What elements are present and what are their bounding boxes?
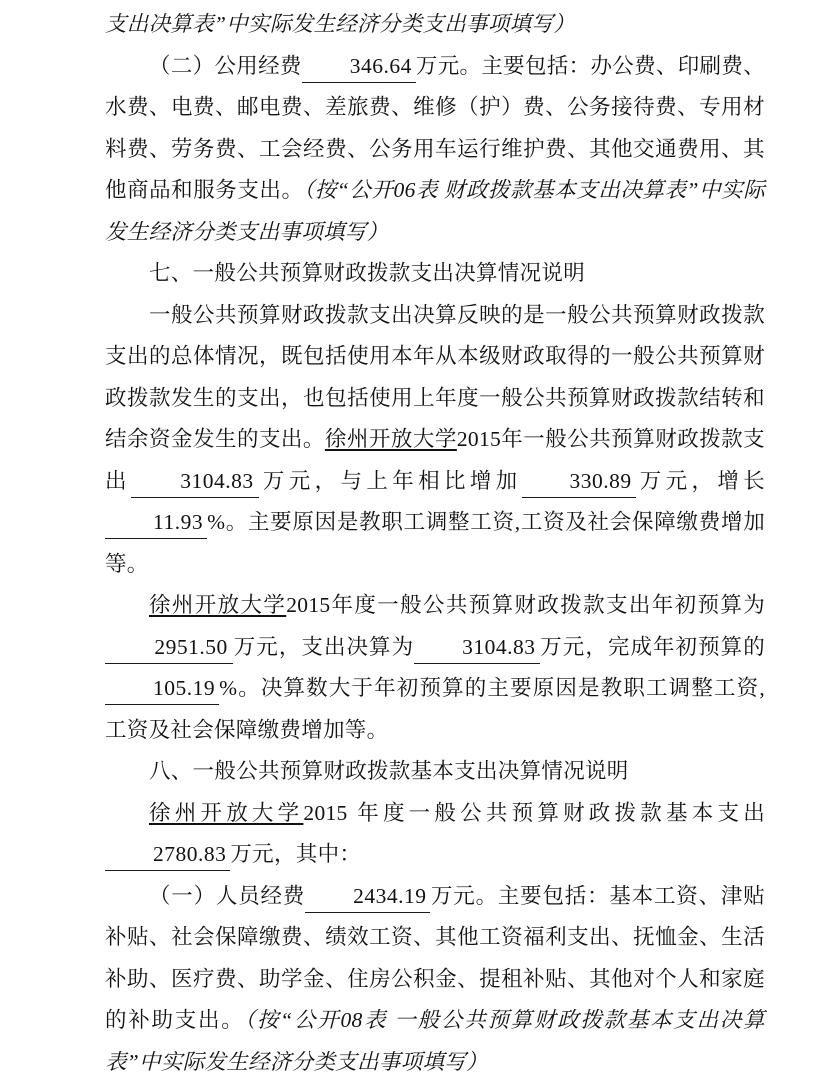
fill-in-value: 346.64 [302,51,416,83]
paragraph [105,793,765,876]
paragraph [105,295,765,586]
body-text: （二）公用经费 [149,54,302,78]
body-text: 万元。主要包括：基本工资、津贴补贴、社会保障缴费、绩效工资、其他工资福利支出、抚恤金、生活补助、医疗费、助学金、住房公积金、提租补贴、其他对个人和家庭的补助支出。 [105,884,765,1033]
body-text: 2015 年度一般公共预算财政拨款基本支出 [303,801,765,825]
body-text: （一）人员经费 [149,884,305,908]
fill-in-value: 2951.50 [105,632,233,664]
body-text: 万元，其中： [230,842,361,866]
paragraph [105,876,765,1083]
body-text: 2015年一般公共预算财政拨款支出 [105,427,765,493]
body-text: 万元，增长 [636,469,765,493]
paragraph [105,751,765,793]
underlined-entity-name: 徐州开放大学 [149,593,286,617]
body-text: %。决算数大于年初预算的主要原因是教职工调整工资,工资及社会保障缴费增加等。 [105,676,765,742]
paragraph [105,46,765,254]
body-text: 万元。主要包括：办公费、印刷费、水费、电费、邮电费、差旅费、维修（护）费、公务接待费、专用材料费、劳务费、工会经费、公务用车运行维护费、其他交通费用、其他商品和服务支出。 [105,54,765,203]
italic-note-text: （按“公开08表 一般公共预算财政拨款基本支出决算表”中实际发生经济分类支出事项填写） [105,1008,765,1074]
fill-in-value: 2434.19 [305,881,430,913]
body-text: 八、一般公共预算财政拨款基本支出决算情况说明 [149,759,629,783]
underlined-entity-name: 徐州开放大学 [149,801,303,825]
body-text: 万元，支出决算为 [233,635,414,659]
body-text: %。主要原因是教职工调整工资,工资及社会保障缴费增加等。 [105,510,765,576]
fill-in-value: 3104.83 [131,466,259,498]
fill-in-value: 2780.83 [105,839,230,871]
body-text: 一般公共预算财政拨款支出决算反映的是一般公共预算财政拨款支出的总体情况，既包括使用本年从本级财政取得的一般公共预算财政拨款发生的支出，也包括使用上年度一般公共预算财政拨款结转和结余资金发生的支出。 [105,303,765,452]
italic-note-text: 支出决算表”中实际发生经济分类支出事项填写） [105,12,575,36]
paragraph [105,585,765,751]
body-text: 万元，完成年初预算的 [540,635,765,659]
body-text: 七、一般公共预算财政拨款支出决算情况说明 [149,261,585,285]
document-body [105,4,765,1083]
fill-in-value: 105.19 [105,673,219,705]
underlined-entity-name: 徐州开放大学 [325,427,457,451]
body-text: 2015年度一般公共预算财政拨款支出年初预算为 [286,593,765,617]
paragraph [105,4,765,46]
fill-in-value: 3104.83 [414,632,539,664]
fill-in-value: 330.89 [522,466,636,498]
paragraph [105,253,765,295]
fill-in-value: 11.93 [105,507,207,539]
italic-note-text: （按“公开06表 财政拨款基本支出决算表”中实际发生经济分类支出事项填写） [105,178,765,244]
body-text: 万元，与上年相比增加 [259,469,522,493]
